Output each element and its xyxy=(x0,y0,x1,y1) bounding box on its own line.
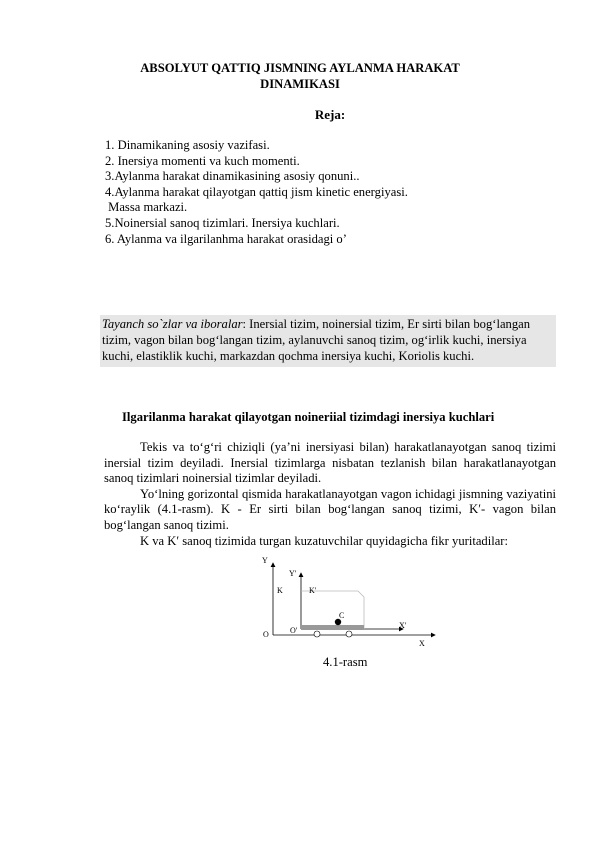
keywords-text: : Inersial tizim, noinersial tizim, Er sirti bilan bog‘langan tizim, vagon bilan bog‘langan tizim, aylanuvchi sanoq tizim, og‘irlik kuchi, inersiya kuchi, elastiklik kuchi, markazdan qochma inersiya kuchi, Koriolis kuchi. xyxy=(102,317,531,363)
figure-4-1 xyxy=(253,553,443,653)
label-x: X xyxy=(419,639,425,648)
plan-item: 1. Dinamikaning asosiy vazifasi. xyxy=(105,138,270,152)
paragraph: Yo‘lning gorizontal qismida harakatlanayotgan vagon ichidagi jismning vaziyatini ko‘raylik (4.1-rasm). K - Er sirti bilan bog‘langan sanoq tizimi, K′- vagon bilan bog‘langan sanoq tizimi. xyxy=(104,486,556,532)
label-c: C xyxy=(339,611,345,620)
plan-item: 3.Aylanma harakat dinamikasining asosiy qonuni.. xyxy=(105,169,360,184)
label-y-prime: Y′ xyxy=(289,569,297,578)
section-heading: Ilgarilanma harakat qilayotgan noineriial tizimdagi inersiya kuchlari xyxy=(122,410,495,424)
wheel xyxy=(314,631,320,637)
body-text xyxy=(104,440,556,549)
keywords-box xyxy=(100,315,556,367)
plan-item: 5.Noinersial sanoq tizimlari. Inersiya kuchlari. xyxy=(105,215,340,230)
wagon-floor xyxy=(301,625,364,630)
plan-item: 2. Inersiya momenti va kuch momenti. xyxy=(105,153,300,168)
wagon-outline xyxy=(301,591,364,629)
plan-item: 4.Aylanma harakat qilayotgan qattiq jism kinetic energiyasi. xyxy=(105,184,408,199)
paragraph: Tekis va to‘g‘ri chiziqli (ya’ni inersiyasi bilan) harakatlanayotgan sanoq tizimi inersial tizim deyiladi. Inersial tizimlarga nisbatan tezlanish bilan harakatlanayotgan sanoq tizimlari noinersial tizimlar deyiladi. xyxy=(104,440,556,486)
figure-caption: 4.1-rasm xyxy=(323,655,368,669)
page-title: ABSOLYUT QATTIQ JISMNING AYLANMA HARAKAT DINAMIKASI xyxy=(140,61,460,91)
label-o-prime: O′ xyxy=(290,626,298,635)
plan-heading: Reja: xyxy=(314,107,346,122)
plan-list xyxy=(105,138,408,247)
plan-item: 6. Aylanma va ilgarilanhma harakat orasidagi o’ xyxy=(105,231,347,246)
label-y: Y xyxy=(262,556,268,565)
label-k-prime: K′ xyxy=(309,586,317,595)
keywords-label: Tayanch so`zlar va iboralar xyxy=(102,317,243,331)
label-x-prime: X′ xyxy=(399,621,407,630)
label-k: K xyxy=(277,586,283,595)
paragraph: K va K′ sanoq tizimida turgan kuzatuvchilar quyidagicha fikr yuritadilar: xyxy=(140,533,508,548)
label-o: O xyxy=(263,630,269,639)
plan-item: Massa markazi. xyxy=(105,200,188,215)
wheel xyxy=(346,631,352,637)
